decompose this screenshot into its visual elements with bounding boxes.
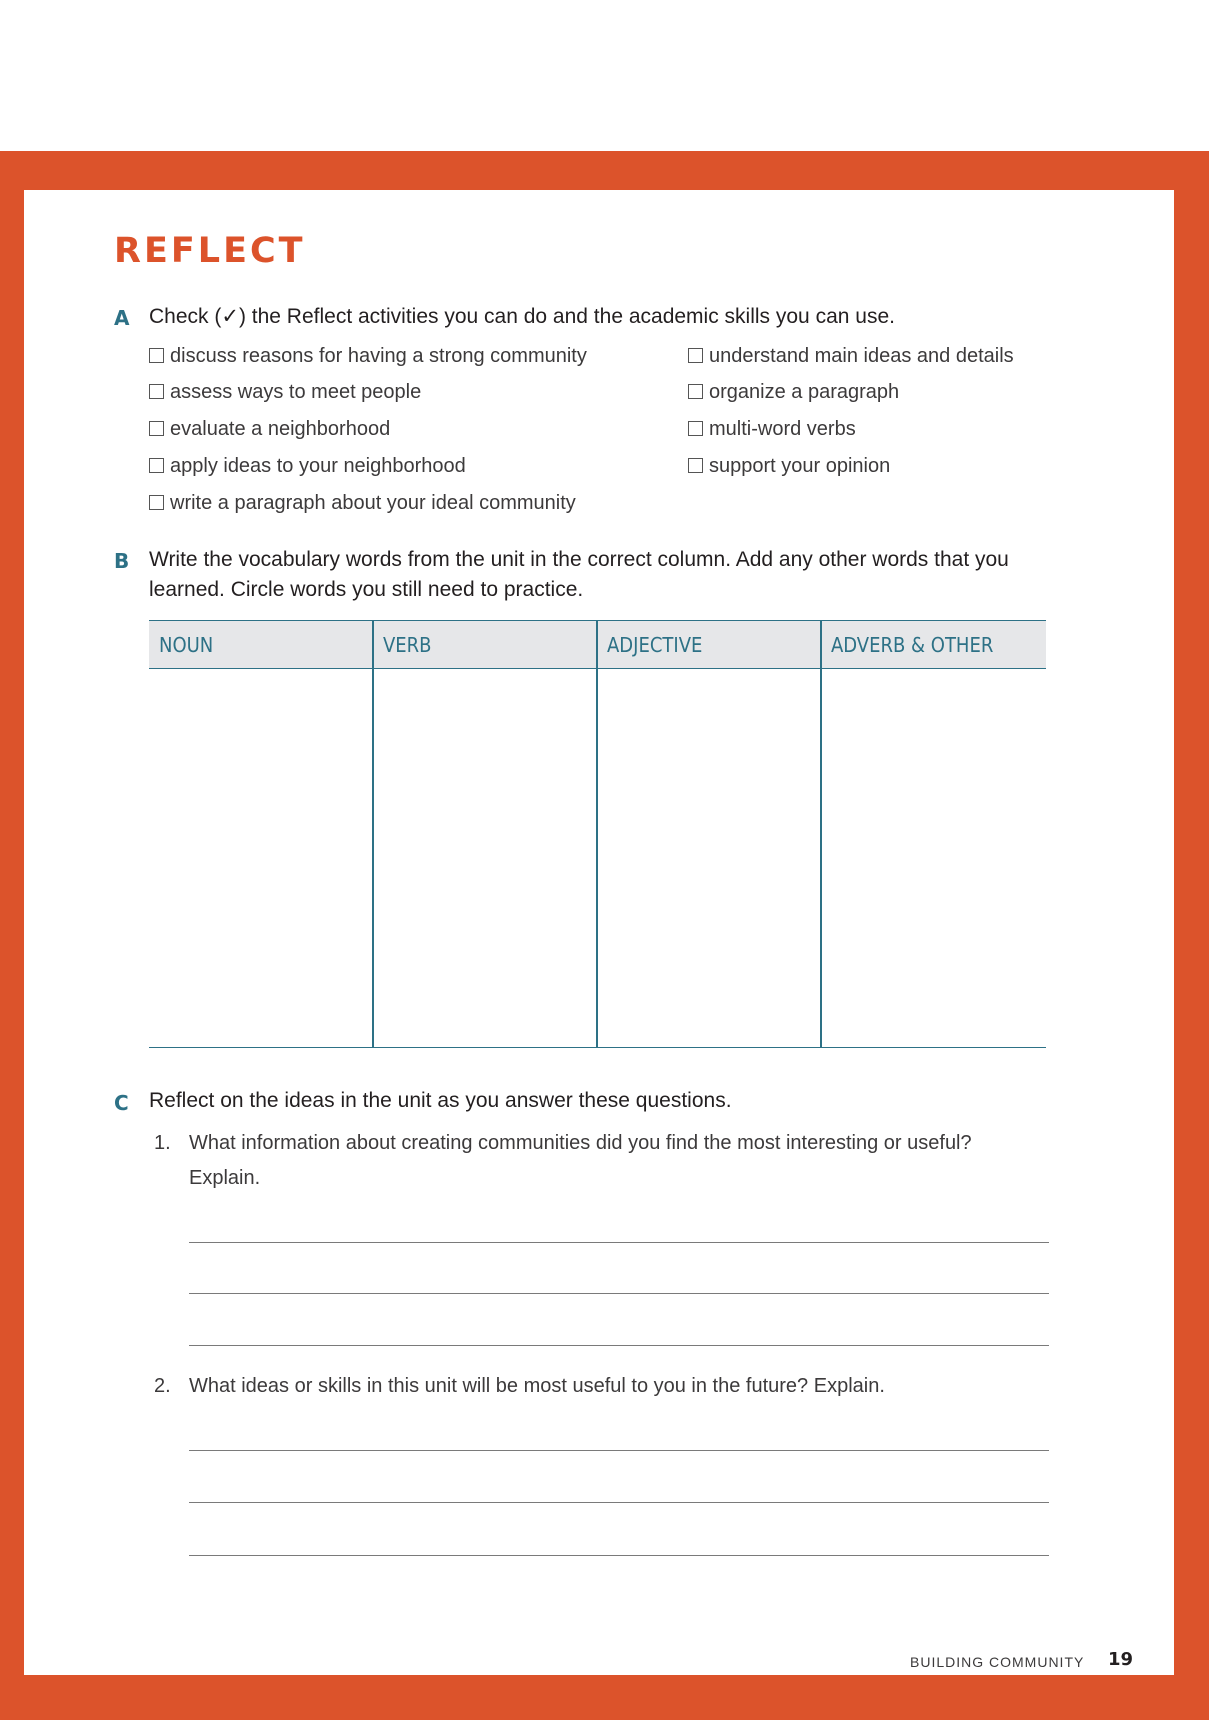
column-verb: VERB — [383, 633, 432, 657]
checklist-item[interactable]: discuss reasons for having a strong community — [149, 344, 587, 368]
column-noun: NOUN — [159, 633, 214, 657]
question-text: What information about creating communities did you find the most interesting or useful? Explain. — [189, 1132, 972, 1189]
checkbox[interactable] — [688, 348, 703, 363]
checkbox[interactable] — [688, 421, 703, 436]
checklist-item[interactable]: organize a paragraph — [688, 380, 899, 404]
checkbox[interactable] — [688, 458, 703, 473]
answer-line[interactable] — [189, 1345, 1049, 1346]
answer-line[interactable] — [189, 1242, 1049, 1243]
checkbox[interactable] — [149, 421, 164, 436]
column-adverb-other: ADVERB & OTHER — [831, 633, 994, 657]
vocabulary-table — [149, 620, 1046, 1048]
checklist-item[interactable]: support your opinion — [688, 454, 890, 478]
column-divider — [820, 621, 822, 1047]
checklist-item[interactable]: assess ways to meet people — [149, 380, 421, 404]
checklist-item[interactable]: understand main ideas and details — [688, 344, 1014, 368]
checkbox[interactable] — [149, 495, 164, 510]
checklist-item[interactable]: evaluate a neighborhood — [149, 417, 390, 441]
answer-line[interactable] — [189, 1555, 1049, 1556]
question-number: 1. — [154, 1132, 171, 1154]
section-b-instruction: Write the vocabulary words from the unit in the correct column. Add any other words that you learned. Circle words you still need to practice. — [149, 548, 1009, 601]
column-divider — [372, 621, 374, 1047]
column-divider — [596, 621, 598, 1047]
checkbox[interactable] — [149, 458, 164, 473]
section-c-instruction: Reflect on the ideas in the unit as you answer these questions. — [149, 1089, 732, 1112]
column-adjective: ADJECTIVE — [607, 633, 703, 657]
answer-line[interactable] — [189, 1293, 1049, 1294]
checkbox[interactable] — [688, 384, 703, 399]
section-a-instruction: Check (✓) the Reflect activities you can do and the academic skills you can use. — [149, 305, 895, 328]
section-c-letter: C — [114, 1091, 129, 1115]
question-number: 2. — [154, 1375, 171, 1397]
question-text: What ideas or skills in this unit will be most useful to you in the future? Explain. — [189, 1375, 885, 1397]
answer-line[interactable] — [189, 1502, 1049, 1503]
checklist-item[interactable]: apply ideas to your neighborhood — [149, 454, 466, 478]
section-b-letter: B — [114, 549, 130, 573]
page-title: REFLECT — [114, 231, 306, 271]
checkbox[interactable] — [149, 384, 164, 399]
checklist-item[interactable]: multi-word verbs — [688, 417, 856, 441]
section-a-letter: A — [114, 306, 130, 330]
page-number: 19 — [1108, 1649, 1134, 1670]
checkbox[interactable] — [149, 348, 164, 363]
checklist-item[interactable]: write a paragraph about your ideal community — [149, 491, 576, 515]
answer-line[interactable] — [189, 1450, 1049, 1451]
footer-unit-title: BUILDING COMMUNITY — [910, 1654, 1085, 1670]
